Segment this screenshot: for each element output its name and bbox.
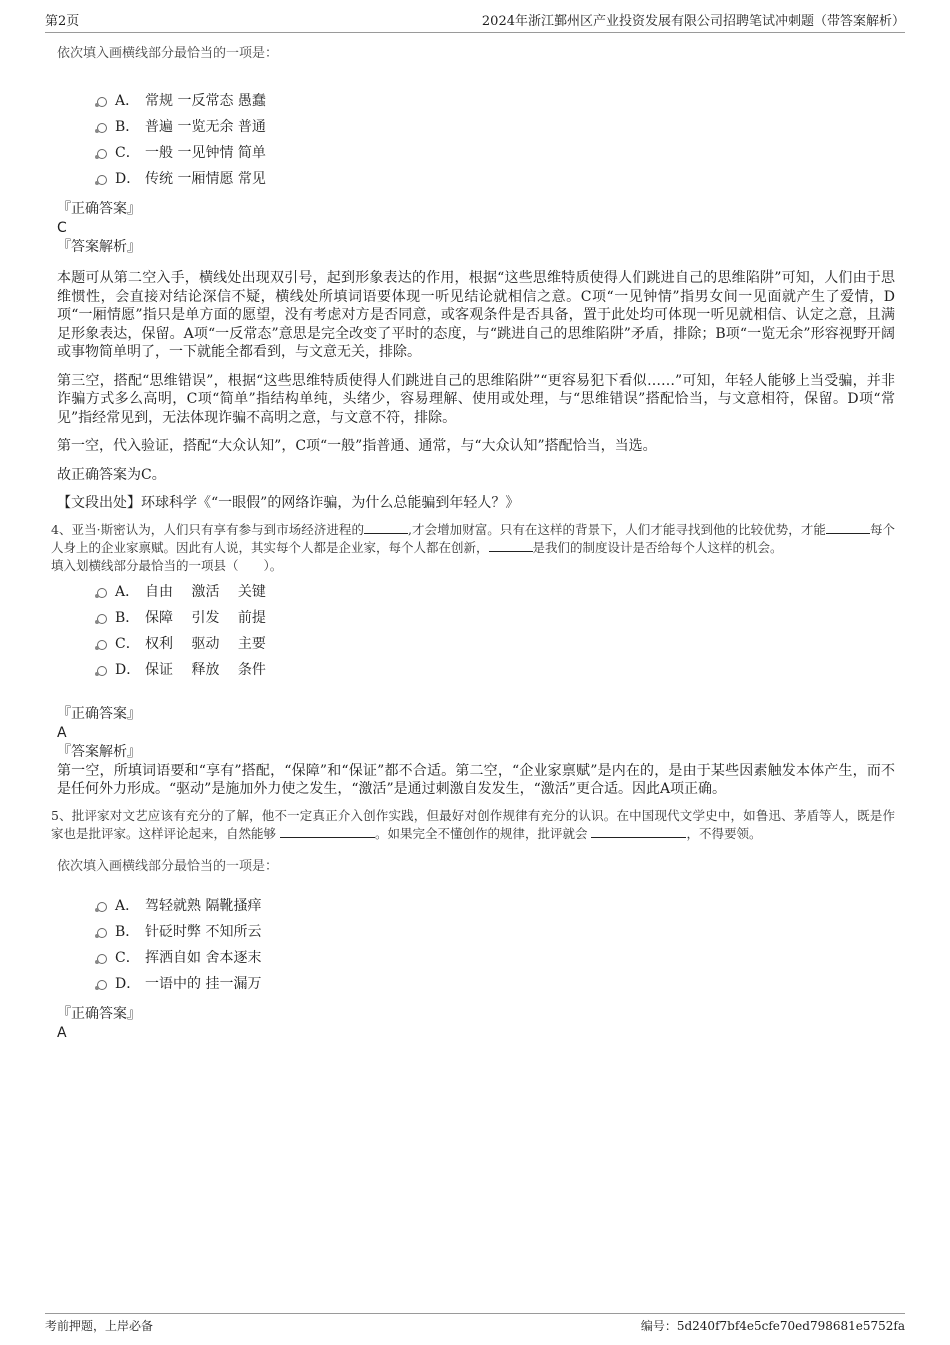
q3-analysis-p4: 故正确答案为C。 — [57, 466, 166, 483]
radio-icon[interactable] — [97, 123, 107, 133]
q3-option-c[interactable]: C． 一般 一见钟情 简单 — [55, 140, 895, 166]
q4-options — [55, 579, 895, 683]
document-id: 编号：5d240f7bf4e5cfe70ed798681e5752fa — [640, 1319, 905, 1333]
radio-icon[interactable] — [97, 149, 107, 159]
q4-prompt: 填入划横线部分最恰当的一项县（ ）。 — [51, 557, 283, 573]
radio-icon[interactable] — [97, 980, 107, 990]
q3-answer: C — [57, 220, 67, 236]
radio-icon[interactable] — [97, 588, 107, 598]
q5-option-a[interactable]: A． 驾轻就熟 隔靴搔痒 — [55, 893, 895, 919]
q5-prompt: 依次填入画横线部分最恰当的一项是： — [57, 858, 279, 874]
blank-line — [826, 521, 870, 534]
radio-icon[interactable] — [97, 928, 107, 938]
q4-option-a[interactable]: A． 自由 激活 关键 — [55, 579, 895, 605]
blank-line — [280, 825, 375, 838]
q3-analysis-p1: 本题可从第二空入手，横线处出现双引号，起到形象表达的作用，根据“这些思维特质使得人们跳进自己的思维陷阱”可知，人们由于思维惯性，会直接对结论深信不疑，横线处所填词语要体现一听见结论就相信之意。C项“一见钟情”指男女间一见面就产生了爱情，D项“一厢情愿”指只是单方面的愿望，没有考虑对方是否同意，或客观条件是否具备，置于此处均可体现一听见就相信、认定之意，且满足形象表达，保留。A项“一反常态”意思是完全改变了平时的态度，与“跳进自己的思维陷阱”矛盾，排除；B项“一览无余”形容视野开阔或事物简单明了，一下就能全都看到，与文意无关，排除。 — [57, 270, 895, 360]
page-number: 第2页 — [45, 14, 80, 29]
footer-slogan: 考前押题，上岸必备 — [45, 1319, 154, 1333]
q5-option-d[interactable]: D． 一语中的 挂一漏万 — [55, 971, 895, 997]
q3-analysis-p3: 第一空，代入验证，搭配“大众认知”，C项“一般”指普通、通常，与“大众认知”搭配恰当，当选。 — [57, 438, 657, 454]
q4-option-b[interactable]: B． 保障 引发 前提 — [55, 605, 895, 631]
q3-option-a[interactable]: A． 常规 一反常态 愚蠢 — [55, 88, 895, 114]
q3-option-d[interactable]: D． 传统 一厢情愿 常见 — [55, 166, 895, 192]
q4-analysis-label: 『答案解析』 — [57, 743, 141, 760]
radio-icon[interactable] — [97, 954, 107, 964]
radio-icon[interactable] — [97, 666, 107, 676]
q5-option-b[interactable]: B． 针砭时弊 不知所云 — [55, 919, 895, 945]
q3-prompt: 依次填入画横线部分最恰当的一项是： — [57, 46, 279, 61]
q3-analysis-label: 『答案解析』 — [57, 239, 141, 255]
q5-option-c[interactable]: C． 挥洒自如 舍本逐末 — [55, 945, 895, 971]
q4-option-c[interactable]: C． 权利 驱动 主要 — [55, 631, 895, 657]
page-footer — [45, 1313, 905, 1334]
q3-options — [55, 88, 895, 192]
q3-source: 【文段出处】环球科学《“一眼假”的网络诈骗，为什么总能骗到年轻人？》 — [57, 495, 520, 511]
q5-answer: A — [57, 1024, 67, 1041]
q5-options — [55, 893, 895, 997]
q4-stem: 4、亚当·斯密认为，人们只有享有参与到市场经济进程的 ,才会增加财富。只有在这样的背景下，人们才能寻找到他的比较优势，才能 每个人身上的企业家禀赋。因此有人说，其实每个人都是企业家，每个人都在创新， 是我们的制度设计是否给每个人这样的机会。 — [51, 521, 895, 555]
q3-analysis-p2: 第三空，搭配“思维错误”，根据“这些思维特质使得人们跳进自己的思维陷阱”“更容易犯下看似……”可知，年轻人能够上当受骗，并非诈骗方式多么高明，C项“简单”指结构单纯，头绪少，容易理解、使用或处理，与“思维错误”搭配恰当，与文意相符，保留。D项“常见”指经常见到，无法体现诈骗不高明之意，与文意不符，排除。 — [57, 372, 895, 426]
page-header — [45, 12, 905, 33]
radio-icon[interactable] — [97, 902, 107, 912]
q3-option-b[interactable]: B． 普遍 一览无余 普通 — [55, 114, 895, 140]
blank-line — [364, 521, 408, 534]
q4-answer: A — [57, 724, 67, 741]
radio-icon[interactable] — [97, 175, 107, 185]
radio-icon[interactable] — [97, 640, 107, 650]
q4-answer-label: 『正确答案』 — [57, 705, 141, 722]
q4-analysis: 第一空，所填词语要和“享有”搭配，“保障”和“保证”都不合适。第二空，“企业家禀赋”是内在的，是由于某些因素触发本体产生，而不是任何外力形成。“驱动”是施加外力使之发生，“激活”是通过刺激自发发生，“激活”更合适。因此A项正确。 — [57, 762, 895, 797]
blank-line — [591, 825, 686, 838]
blank-line — [489, 539, 533, 552]
q5-stem: 5、批评家对文艺应该有充分的了解，他不一定真正介入创作实践，但最好对创作规律有充分的认识。在中国现代文学史中，如鲁迅、茅盾等人，既是作家也是批评家。这样评论起来，自然能够 。如果完全不懂创作的规律，批评就会 ，不得要领。 — [51, 807, 895, 841]
radio-icon[interactable] — [97, 614, 107, 624]
document-body — [51, 44, 895, 1043]
document-title: 2024年浙江鄞州区产业投资发展有限公司招聘笔试冲刺题（带答案解析） — [481, 14, 905, 29]
q5-answer-label: 『正确答案』 — [57, 1005, 141, 1022]
radio-icon[interactable] — [97, 97, 107, 107]
q4-option-d[interactable]: D． 保证 释放 条件 — [55, 657, 895, 683]
q3-answer-label: 『正确答案』 — [57, 201, 141, 217]
